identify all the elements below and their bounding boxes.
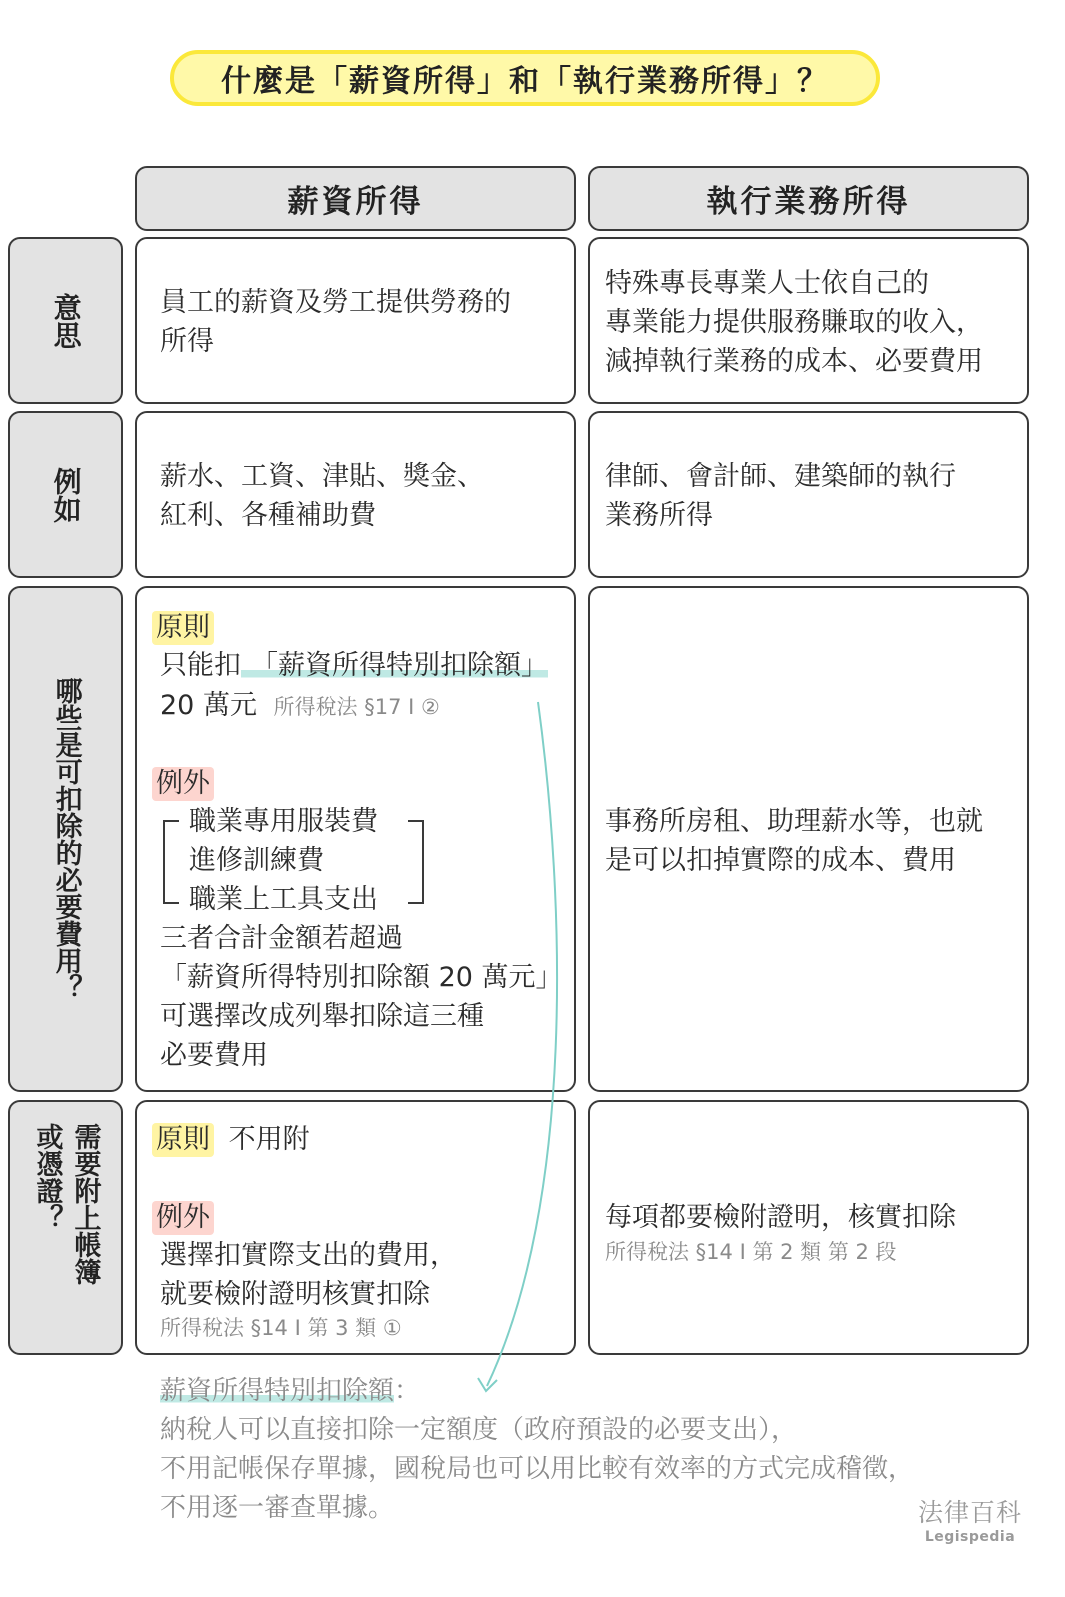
row-header-meaning-label: 意思 xyxy=(49,292,83,349)
logo-zh: 法律百科 xyxy=(917,1498,1022,1527)
principle-line-2: 20 萬元 xyxy=(160,690,257,721)
row-header-deductible-label: 哪些是可扣除的必要費用？ xyxy=(50,677,82,1001)
column-header-business-label: 執行業務所得 xyxy=(706,184,911,220)
exception-item-3: 職業上工具支出 xyxy=(189,884,378,915)
principle-line-1-highlight: 「薪資所得特別扣除額」 xyxy=(241,650,548,681)
receipts-exception-tag: 例外 xyxy=(152,1201,214,1235)
footnote-line-3: 不用逐一審查單據。 xyxy=(160,1493,395,1523)
footnote-line-1: 納稅人可以直接扣除一定額度（政府預設的必要支出）， xyxy=(160,1415,798,1445)
footnote-line-2: 不用記帳保存單據，國稅局也可以用比較有效率的方式完成稽徵， xyxy=(160,1454,915,1484)
example-business-line-2: 業務所得 xyxy=(605,500,713,531)
example-salary-line-1: 薪水、工資、津貼、獎金、 xyxy=(160,461,484,492)
row-header-receipts-label-1: 需要附上帳簿 xyxy=(69,1122,101,1285)
receipts-business-text: 每項都要檢附證明，核實扣除 xyxy=(605,1202,956,1233)
principle-ref: 所得稅法 §17 I ② xyxy=(273,695,440,719)
column-header-salary-label: 薪資所得 xyxy=(287,184,424,220)
row-header-receipts-label-2: 或憑證？ xyxy=(31,1122,63,1231)
meaning-salary-line-2: 所得 xyxy=(160,326,214,357)
receipts-salary-ref: 所得稅法 §14 I 第 3 類 ① xyxy=(160,1316,402,1340)
receipts-principle-tag: 原則 xyxy=(152,1123,214,1157)
footnote-colon: ： xyxy=(394,1376,421,1406)
example-business-line-1: 律師、會計師、建築師的執行 xyxy=(605,461,956,492)
footnote-term: 薪資所得特別扣除額 xyxy=(160,1376,395,1406)
legispedia-logo xyxy=(905,1498,1035,1546)
exception-line-3: 可選擇改成列舉扣除這三種 xyxy=(160,1001,484,1032)
receipts-principle-text: 不用附 xyxy=(228,1124,310,1155)
deductible-business-line-1: 事務所房租、助理薪水等，也就 xyxy=(605,806,983,837)
meaning-business-line-1: 特殊專長專業人士依自己的 xyxy=(605,268,929,299)
exception-tag: 例外 xyxy=(152,767,214,801)
meaning-salary-line-1: 員工的薪資及勞工提供勞務的 xyxy=(160,287,511,318)
footnote xyxy=(160,1372,914,1528)
arrow-line xyxy=(487,702,557,1386)
row-header-example-label: 例如 xyxy=(49,466,83,523)
meaning-business-line-3: 減掉執行業務的成本、必要費用 xyxy=(605,346,983,377)
exception-line-2: 「薪資所得特別扣除額 20 萬元」 xyxy=(160,962,563,993)
exception-line-4: 必要費用 xyxy=(160,1040,268,1071)
receipts-business-ref: 所得稅法 §14 I 第 2 類 第 2 段 xyxy=(605,1240,897,1264)
exception-item-2: 進修訓練費 xyxy=(189,845,324,876)
principle-tag: 原則 xyxy=(152,611,214,645)
receipts-exception-line-2: 就要檢附證明核實扣除 xyxy=(160,1279,430,1310)
meaning-business-line-2: 專業能力提供服務賺取的收入， xyxy=(605,307,983,338)
exception-line-1: 三者合計金額若超過 xyxy=(160,923,403,954)
page-title-text: 什麼是「薪資所得」和「執行業務所得」？ xyxy=(221,64,829,99)
logo-en: Legispedia xyxy=(924,1529,1016,1545)
principle-line-1-prefix: 只能扣 xyxy=(160,650,241,681)
exception-item-1: 職業專用服裝費 xyxy=(189,806,378,837)
deductible-business-line-2: 是可以扣掉實際的成本、費用 xyxy=(605,845,956,876)
example-salary-line-2: 紅利、各種補助費 xyxy=(160,500,376,531)
receipts-exception-line-1: 選擇扣實際支出的費用， xyxy=(160,1240,457,1271)
